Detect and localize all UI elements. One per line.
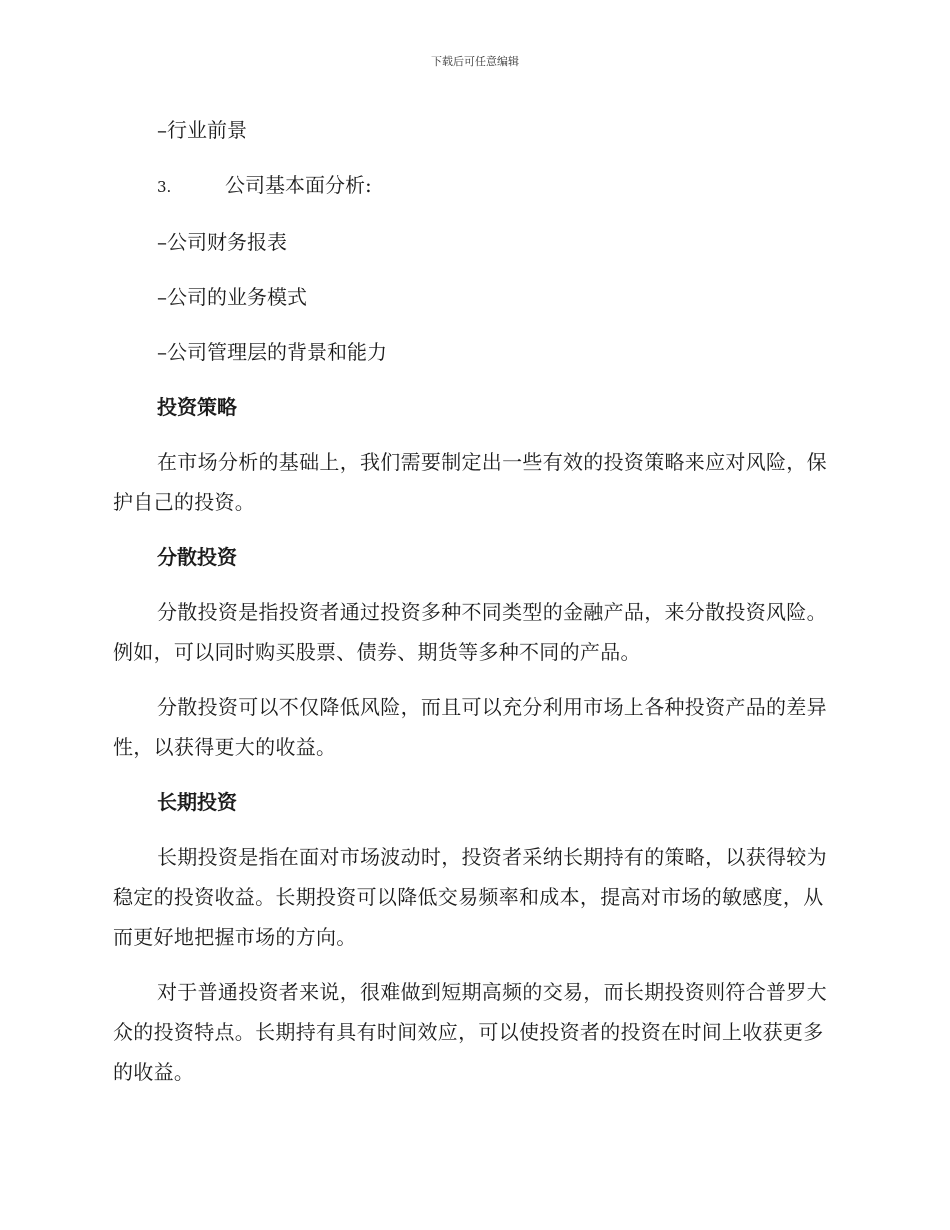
paragraph: 分散投资是指投资者通过投资多种不同类型的金融产品，来分散投资风险。例如，可以同时购买股票、债券、期货等多种不同的产品。 (113, 600, 827, 664)
bullet-item: –公司财务报表 (157, 230, 287, 254)
item-text: 公司基本面分析: (225, 173, 372, 197)
section-heading: 长期投资 (157, 790, 237, 814)
item-number: 3. (157, 178, 172, 196)
bullet-item: –公司管理层的背景和能力 (157, 340, 387, 364)
page-header: 下载后可任意编辑 (431, 55, 519, 68)
bullet-item: –行业前景 (157, 118, 247, 142)
paragraph: 对于普通投资者来说，很难做到短期高频的交易，而长期投资则符合普罗大众的投资特点。长期持有具有时间效应，可以使投资者的投资在时间上收获更多的收益。 (113, 980, 827, 1084)
paragraph: 分散投资可以不仅降低风险，而且可以充分利用市场上各种投资产品的差异性，以获得更大的收益。 (113, 695, 827, 759)
section-heading: 分散投资 (157, 545, 237, 569)
document-body (113, 110, 833, 1107)
paragraph: 长期投资是指在面对市场波动时，投资者采纳长期持有的策略，以获得较为稳定的投资收益。长期投资可以降低交易频率和成本，提高对市场的敏感度，从而更好地把握市场的方向。 (113, 845, 827, 949)
bullet-item: –公司的业务模式 (157, 285, 307, 309)
numbered-item (157, 165, 833, 207)
paragraph: 在市场分析的基础上，我们需要制定出一些有效的投资策略来应对风险，保护自己的投资。 (113, 450, 827, 514)
section-heading: 投资策略 (157, 395, 237, 419)
